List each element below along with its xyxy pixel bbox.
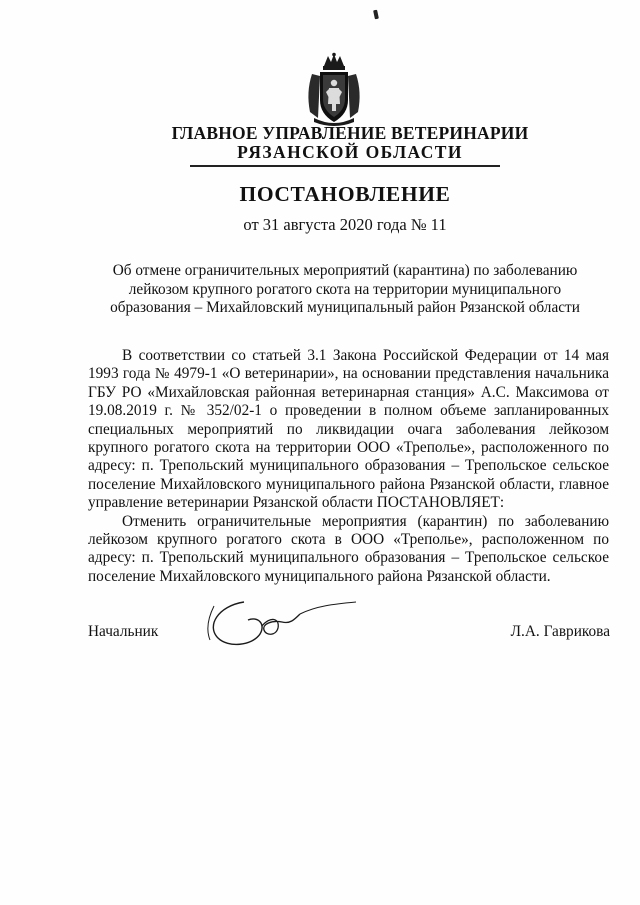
- organization-name: [160, 124, 540, 162]
- organization-name-line-1: ГЛАВНОЕ УПРАВЛЕНИЕ ВЕТЕРИНАРИИ: [171, 123, 529, 143]
- subject-line: Об отмене ограничительных мероприятий (карантина) по заболеванию: [112, 262, 578, 279]
- document-body: [88, 347, 609, 586]
- coat-of-arms-icon: [302, 52, 366, 126]
- body-line: В соответствии со статьей 3.1 Закона Российской Федерации от 14 мая: [122, 347, 609, 364]
- body-line: поселение Михайловского муниципального района Рязанской области, главное: [88, 475, 609, 493]
- document-date-number: от 31 августа 2020 года № 11: [243, 215, 447, 234]
- body-line: 1993 года № 4979-1 «О ветеринарии», на основании представления начальника: [88, 365, 609, 383]
- body-line: ГБУ РО «Михайловская районная ветеринарная станция» А.С. Максимова от: [88, 383, 609, 401]
- signatory-position: Начальник: [88, 623, 159, 640]
- body-line: Отменить ограничительные мероприятия (карантин) по заболеванию: [122, 512, 609, 530]
- header-divider: [190, 165, 500, 167]
- body-line: поселение Михайловского муниципального района Рязанской области.: [88, 567, 551, 585]
- document-title: ПОСТАНОВЛЕНИЕ: [239, 182, 451, 206]
- subject-line: образования – Михайловский муниципальный район Рязанской области: [110, 299, 580, 316]
- body-line: лейкозом крупного рогатого скота в ООО «Треполье», расположенном по: [88, 531, 609, 549]
- signatory-name: Л.А. Гаврикова: [510, 623, 610, 640]
- body-line: крупного рогатого скота на территории ООО «Треполье», расположенного по: [88, 439, 609, 457]
- handwritten-signature: [200, 596, 360, 652]
- scan-speck: [373, 10, 379, 20]
- subject-line: лейкозом крупного рогатого скота на территории муниципального: [128, 280, 562, 298]
- body-line: адресу: п. Трепольский муниципального образования – Трепольское сельское: [88, 457, 609, 475]
- document-subject: [100, 262, 590, 318]
- body-line: адресу: п. Трепольский муниципального образования – Трепольское сельское: [88, 549, 609, 567]
- body-line: специальных мероприятий по ликвидации очага заболевания лейкозом: [88, 420, 609, 438]
- body-line: управление ветеринарии Рязанской области ПОСТАНОВЛЯЕТ:: [88, 494, 505, 512]
- body-line: 19.08.2019 г. № 352/02-1 о проведении в полном объеме запланированных: [88, 402, 609, 420]
- organization-name-line-2: РЯЗАНСКОЙ ОБЛАСТИ: [237, 142, 463, 162]
